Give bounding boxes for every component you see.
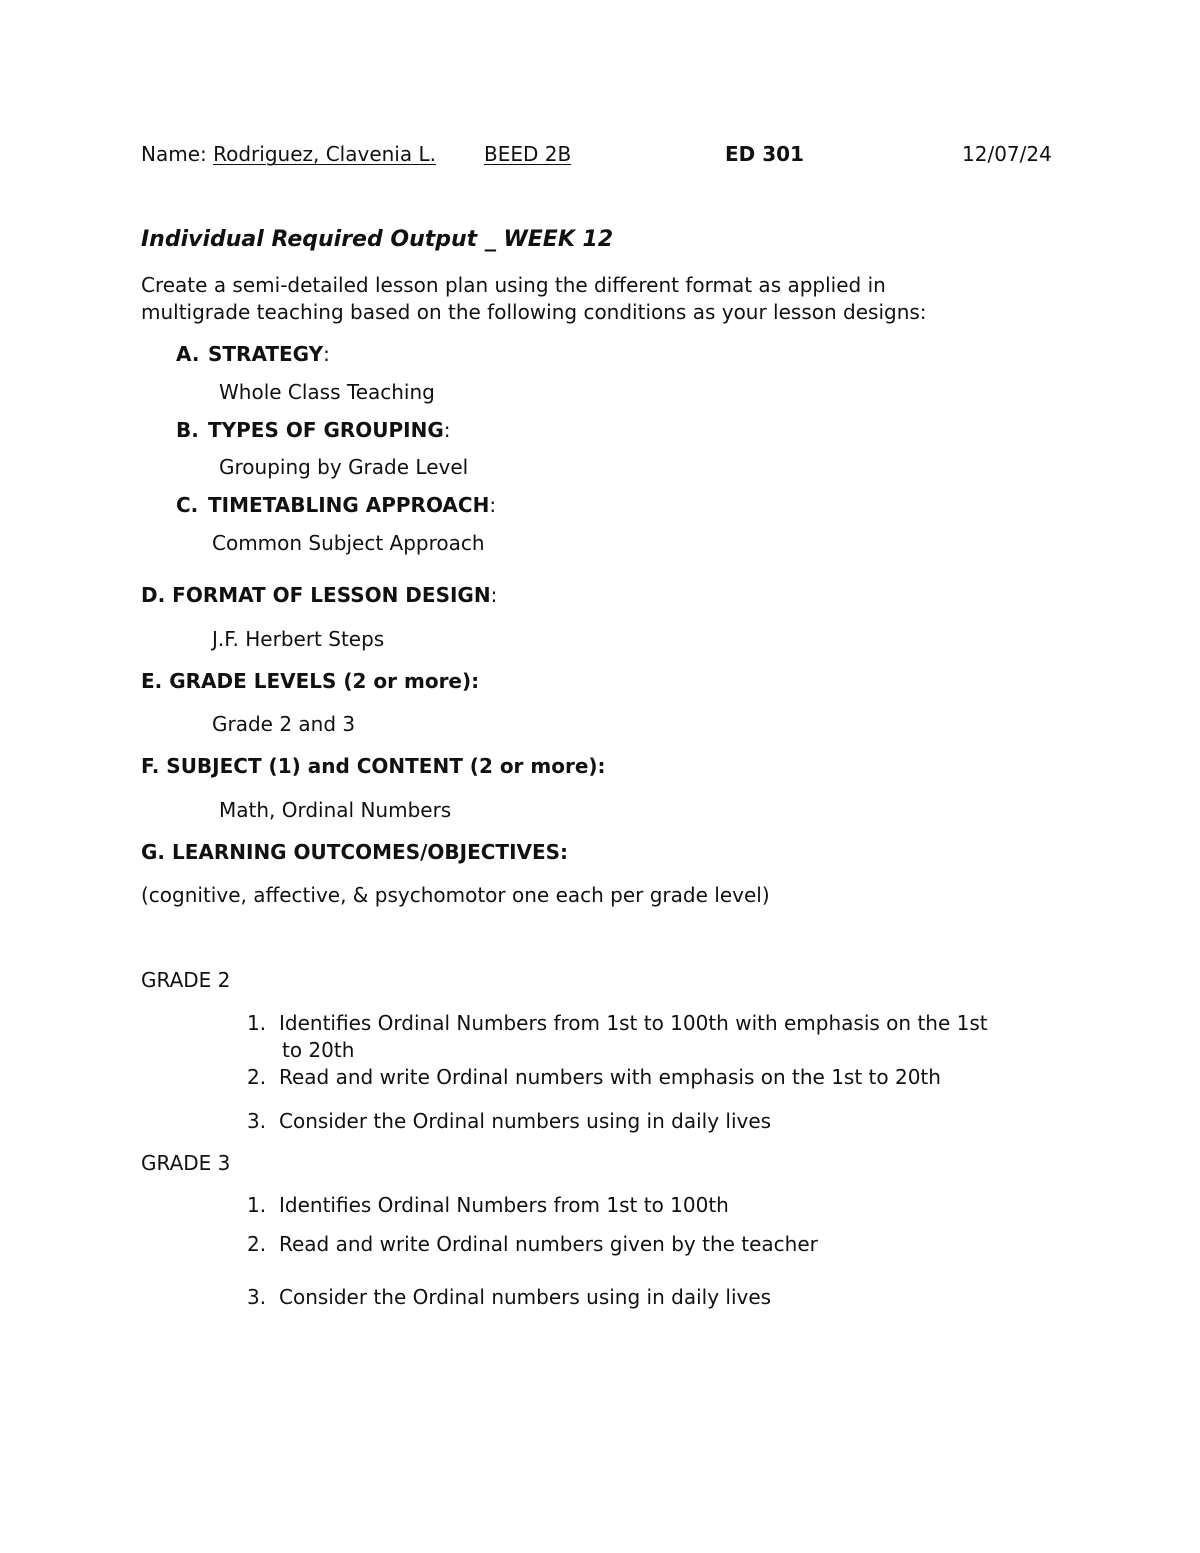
list-item-continuation: to 20th: [282, 1038, 355, 1062]
intro-line-1: Create a semi-detailed lesson plan using the different format as applied in: [141, 273, 886, 297]
list-item-text: Identifies Ordinal Numbers from 1st to 100th: [279, 1193, 729, 1217]
section-b-title: TYPES OF GROUPING: [208, 418, 444, 442]
list-item-number: 3.: [247, 1285, 267, 1309]
list-item-text: Read and write Ordinal numbers given by the teacher: [279, 1232, 818, 1256]
grade-2-heading: GRADE 2: [141, 968, 231, 992]
page-title: Individual Required Output _ WEEK 12: [141, 227, 614, 252]
section-b-heading: [176, 417, 451, 443]
section-d-title: D. FORMAT OF LESSON DESIGN: [141, 583, 491, 607]
list-item: [247, 1064, 941, 1090]
name-and-section: [213, 142, 571, 166]
section-e-heading: E. GRADE LEVELS (2 or more):: [141, 669, 480, 693]
section-g-value: (cognitive, affective, & psychomotor one each per grade level): [141, 883, 770, 907]
list-item-text: Consider the Ordinal numbers using in daily lives: [279, 1109, 772, 1133]
list-item-number: 1.: [247, 1193, 267, 1217]
section-f-heading: F. SUBJECT (1) and CONTENT (2 or more):: [141, 754, 606, 778]
list-item: [247, 1231, 818, 1257]
list-item-number: 2.: [247, 1065, 267, 1089]
list-item: [247, 1108, 771, 1134]
list-item: [247, 1284, 771, 1310]
section-e-value: Grade 2 and 3: [212, 712, 356, 736]
list-item-text: Read and write Ordinal numbers with emphasis on the 1st to 20th: [279, 1065, 941, 1089]
section-d-colon: :: [490, 583, 498, 607]
list-item-text: Consider the Ordinal numbers using in daily lives: [279, 1285, 772, 1309]
list-item: [247, 1192, 729, 1218]
list-item-text: Identifies Ordinal Numbers from 1st to 100th with emphasis on the 1st: [279, 1011, 988, 1035]
section-c-colon: :: [489, 493, 497, 517]
section-g-heading: G. LEARNING OUTCOMES/OBJECTIVES:: [141, 840, 569, 864]
section-a-title: STRATEGY: [208, 342, 324, 366]
student-name: Rodriguez, Clavenia L.: [213, 142, 436, 166]
section-c-heading: [176, 492, 496, 518]
grade-3-heading: GRADE 3: [141, 1151, 231, 1175]
section-c-marker: C.: [176, 493, 199, 517]
section-c-value: Common Subject Approach: [212, 531, 485, 555]
list-item-number: 3.: [247, 1109, 267, 1133]
list-item: [247, 1010, 988, 1036]
date: 12/07/24: [962, 142, 1052, 166]
section-b-marker: B.: [176, 418, 199, 442]
intro-line-2: multigrade teaching based on the following conditions as your lesson designs:: [141, 300, 927, 324]
section-d-value: J.F. Herbert Steps: [212, 627, 385, 651]
section-b-value: Grouping by Grade Level: [219, 455, 469, 479]
header-name-line: [141, 141, 571, 167]
list-item-number: 1.: [247, 1011, 267, 1035]
section-d-heading: [141, 582, 497, 608]
section-b-colon: :: [443, 418, 451, 442]
section-label: BEED 2B: [483, 142, 572, 166]
section-c-title: TIMETABLING APPROACH: [208, 493, 490, 517]
section-a-marker: A.: [176, 342, 200, 366]
list-item-number: 2.: [247, 1232, 267, 1256]
section-a-value: Whole Class Teaching: [219, 380, 435, 404]
section-f-value: Math, Ordinal Numbers: [219, 798, 452, 822]
section-a-colon: :: [323, 342, 330, 366]
course-code: ED 301: [725, 142, 804, 166]
section-a-heading: [176, 341, 330, 367]
name-label: Name:: [141, 142, 207, 166]
